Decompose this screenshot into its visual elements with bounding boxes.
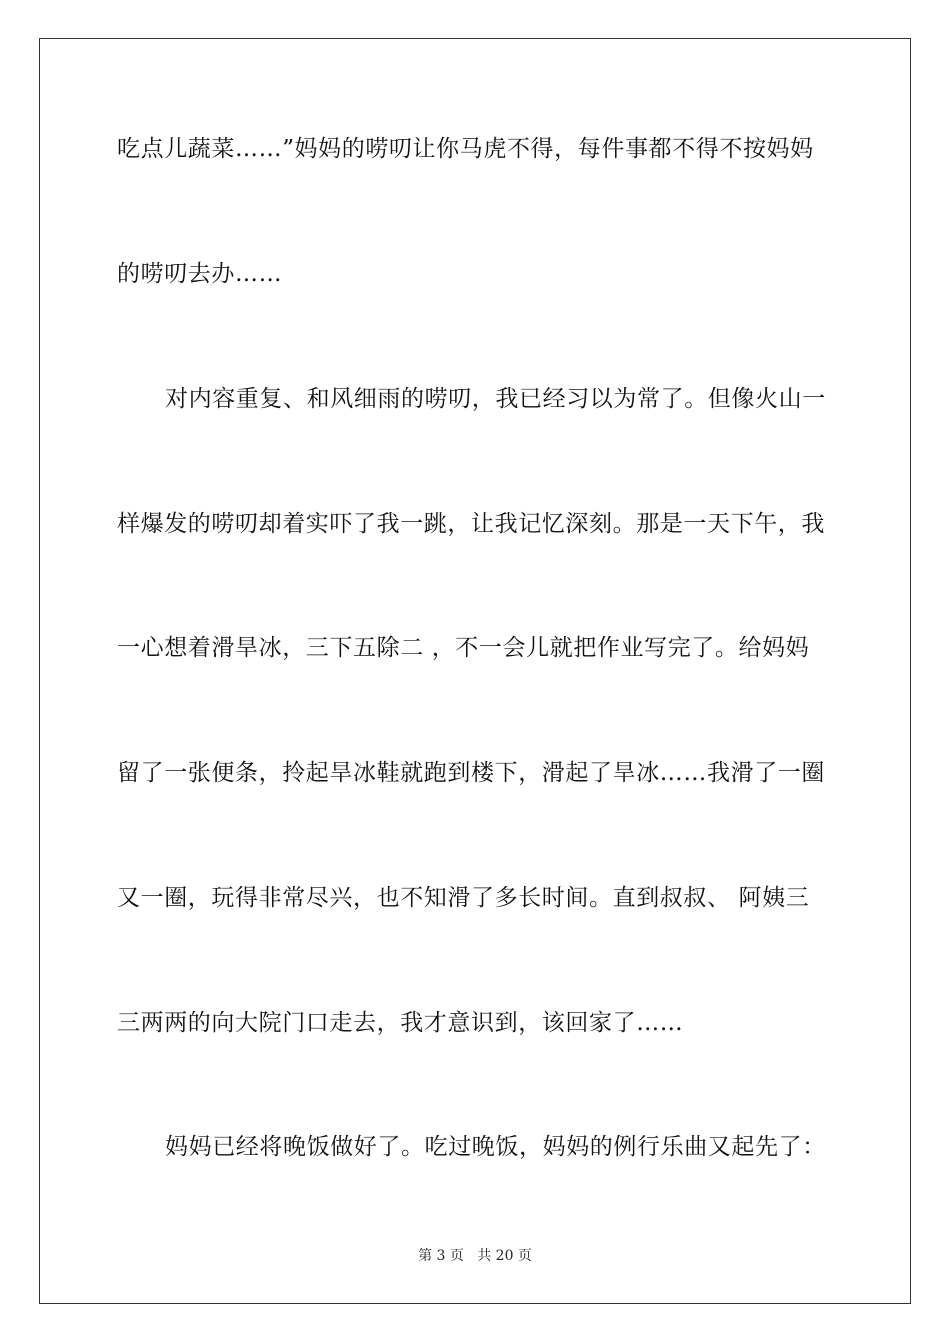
text-line-2: 的唠叨去办…… [117,261,283,287]
text-line-5: 一心想着滑旱冰，三下五除二 ，不一会儿就把作业写完了。给妈妈 [117,635,810,661]
page-border [39,38,911,1304]
text-line-1: 吃点儿蔬菜……”妈妈的唠叨让你马虎不得，每件事都不得不按妈妈 [117,136,814,162]
text-line-3: 对内容重复、和风细雨的唠叨，我已经习以为常了。但像火山一 [165,386,826,412]
page-number-footer: 第 3 页 共 20 页 [418,1248,532,1264]
text-line-6: 留了一张便条，拎起旱冰鞋就跑到楼下，滑起了旱冰……我滑了一圈 [117,760,825,786]
text-line-7: 又一圈，玩得非常尽兴，也不知滑了多长时间。直到叔叔、 阿姨三 [117,885,810,911]
text-line-9: 妈妈已经将晚饭做好了。吃过晚饭，妈妈的例行乐曲又起先了： [165,1134,826,1160]
text-line-8: 三两两的向大院门口走去，我才意识到，该回家了…… [117,1010,684,1036]
text-line-4: 样爆发的唠叨却着实吓了我一跳，让我记忆深刻。那是一天下午，我 [117,511,825,537]
